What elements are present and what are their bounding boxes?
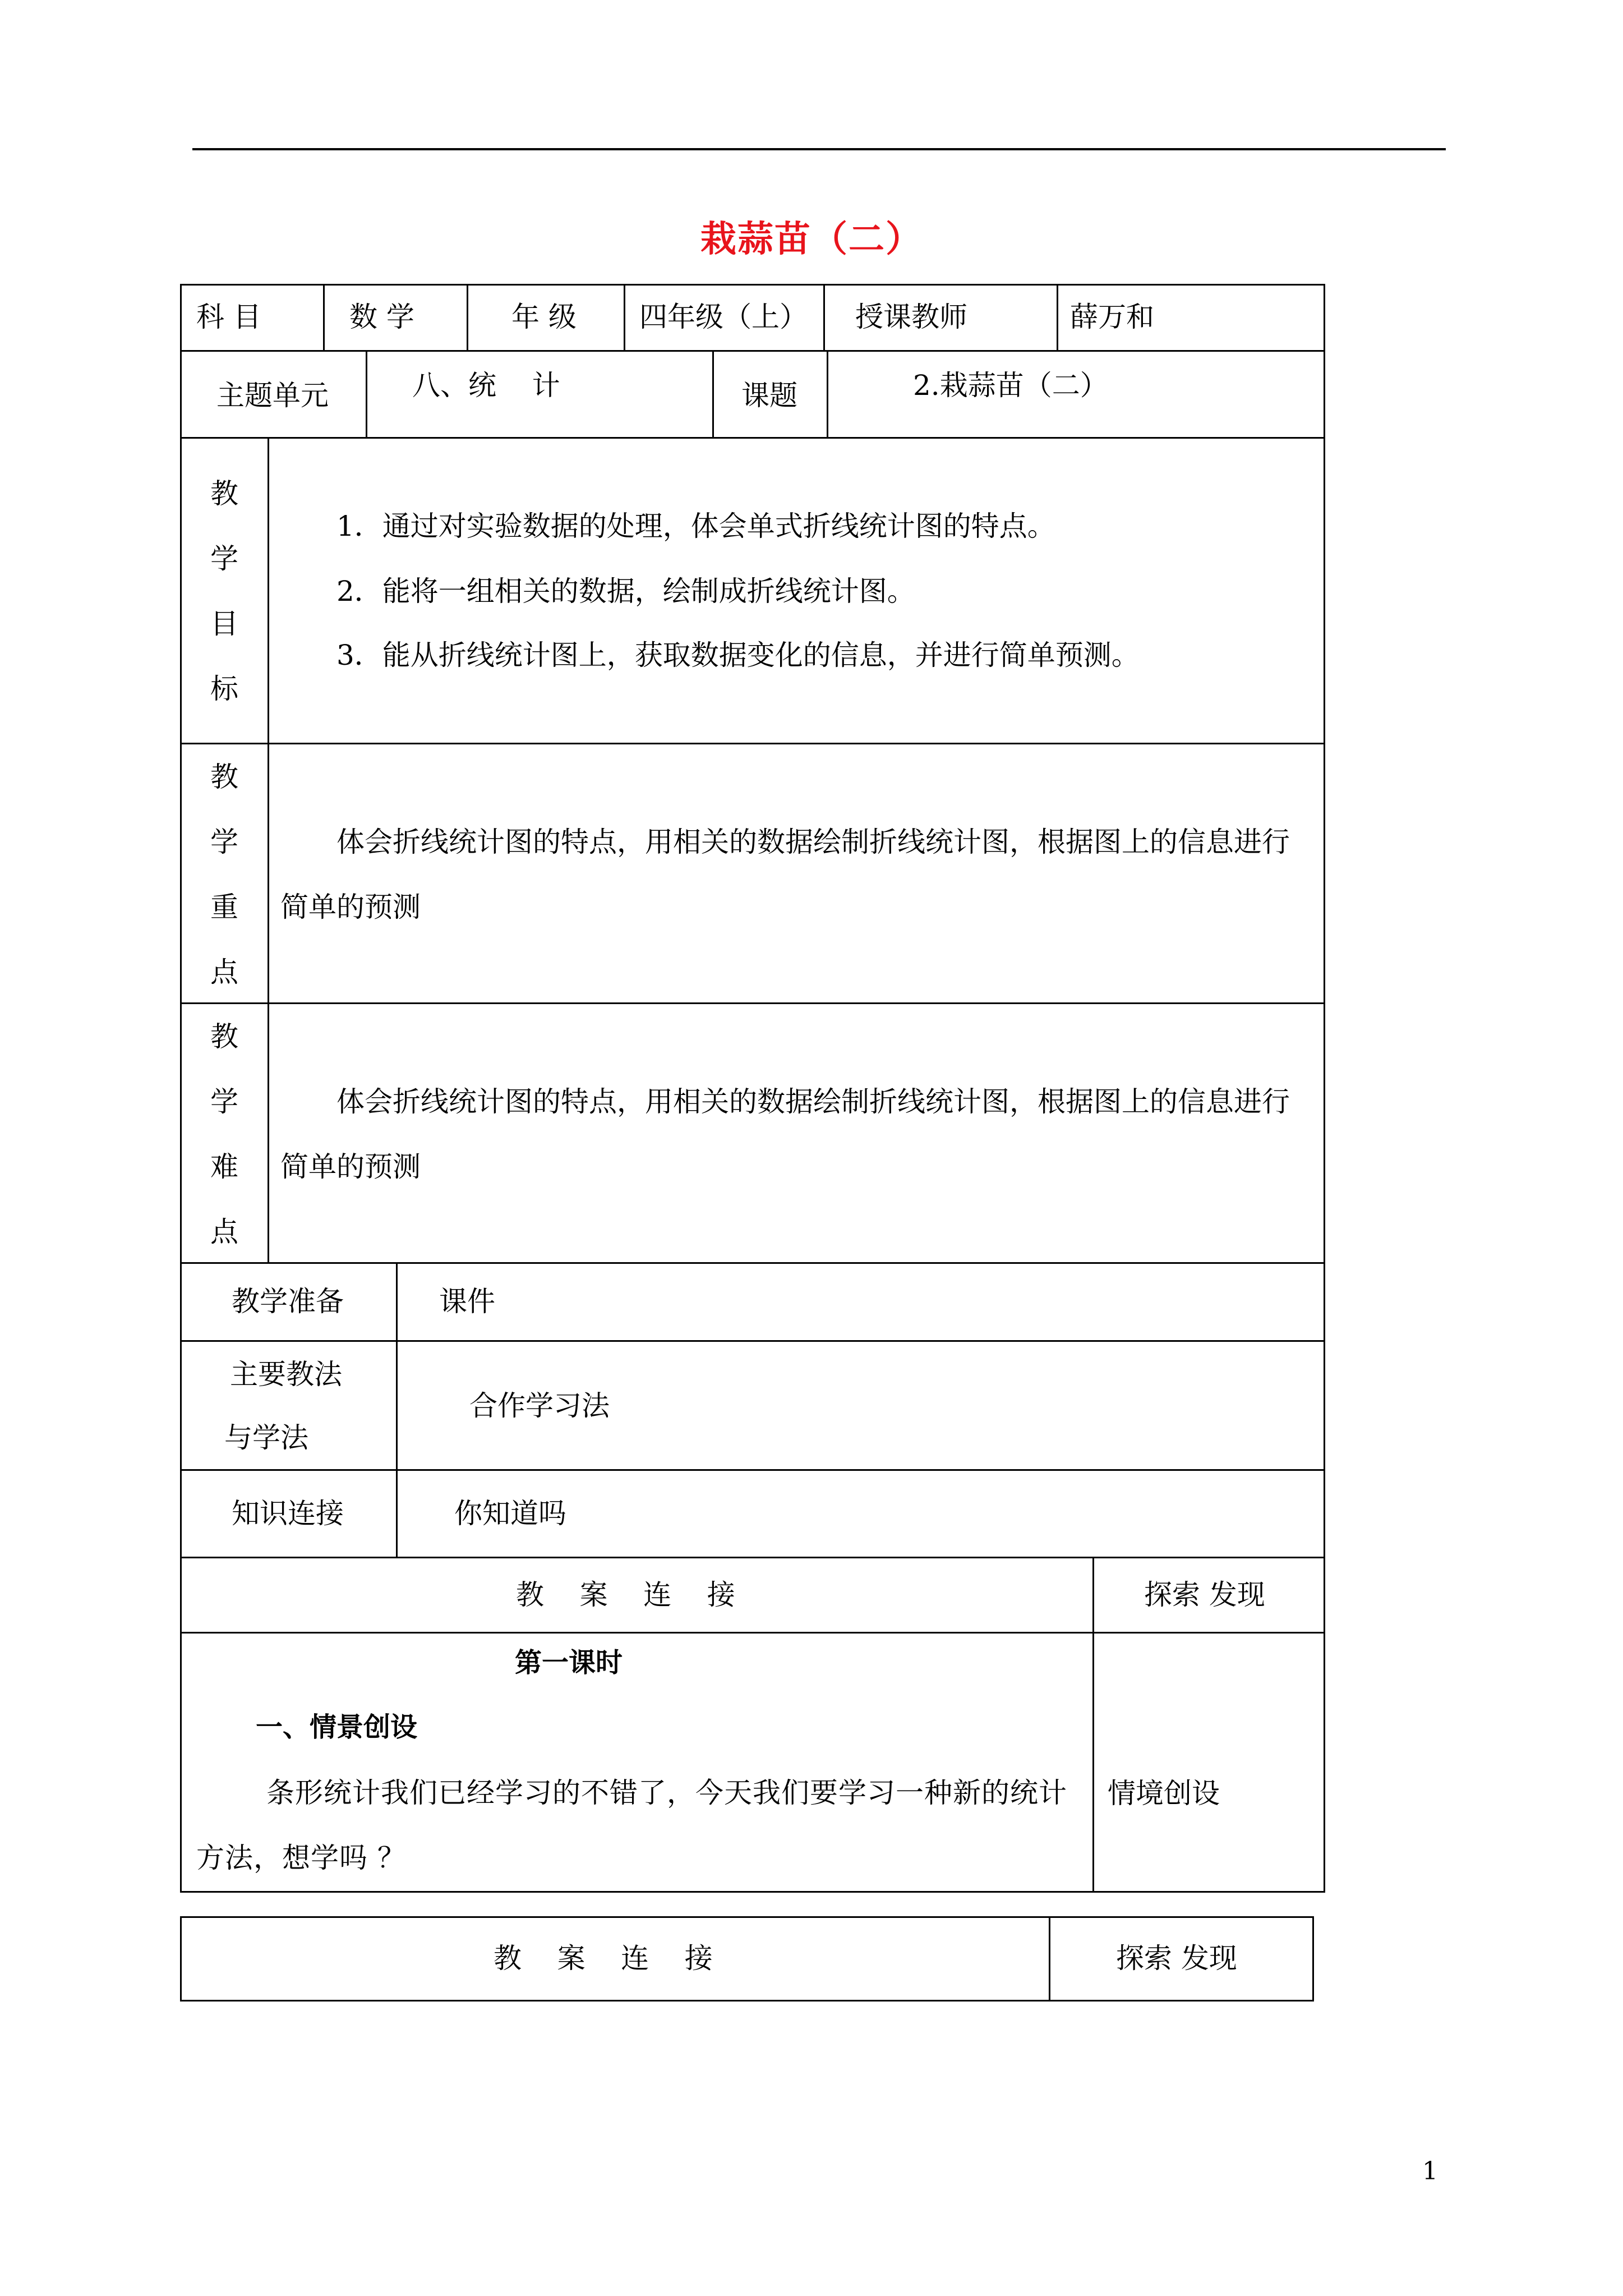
methods-value: 合作学习法 (469, 1389, 610, 1422)
goal-item: 1．通过对实验数据的处理，体会单式折线统计图的特点。 (336, 510, 1055, 542)
methods-label: 与学法 (224, 1421, 308, 1454)
lesson-section: 一、情景创设 (256, 1711, 418, 1743)
header-rule (192, 148, 1446, 150)
plan-header-2-right: 探索 发现 (1116, 1942, 1237, 1975)
difficulties-label: 教 学 难 点 (210, 1020, 238, 1248)
knowledge-label: 知识连接 (232, 1497, 344, 1530)
subject-label: 科 目 (196, 301, 261, 333)
grade-label: 年 级 (511, 301, 577, 333)
methods-label: 主要教法 (230, 1358, 342, 1391)
lesson-paragraph: 条形统计我们已经学习的不错了，今天我们要学习一种新的统计方法，想学吗 ？ (196, 1777, 1067, 1874)
teacher-label: 授课教师 (855, 301, 967, 333)
topic-value: 2.栽蒜苗（二） (913, 369, 1108, 402)
lesson-period: 第一课时 (515, 1647, 623, 1678)
plan-header-left: 教 案 连 接 (516, 1579, 735, 1611)
goal-item: 3．能从折线统计图上，获取数据变化的信息，并进行简单预测。 (336, 639, 1140, 671)
key-points-text: 体会折线统计图的特点，用相关的数据绘制折线统计图，根据图上的信息进行简单的预测 (280, 826, 1290, 923)
plan-header-right: 探索 发现 (1144, 1579, 1265, 1611)
knowledge-value: 你知道吗 (454, 1497, 566, 1530)
grade-value: 四年级（上） (639, 301, 808, 333)
plan-header-2-left: 教 案 连 接 (494, 1942, 713, 1975)
preparation-value: 课件 (439, 1285, 495, 1318)
key-points-label: 教 学 重 点 (210, 761, 238, 988)
document-title: 栽蒜苗（二） (700, 219, 923, 260)
difficulties-text: 体会折线统计图的特点，用相关的数据绘制折线统计图，根据图上的信息进行简单的预测 (280, 1085, 1290, 1183)
goals-label: 教 学 目 标 (210, 477, 238, 705)
teacher-value: 薛万和 (1070, 301, 1154, 333)
lesson-side-note: 情境创设 (1108, 1777, 1220, 1810)
goal-item: 2．能将一组相关的数据，绘制成折线统计图。 (336, 575, 915, 608)
page-number: 1 (1422, 2157, 1438, 2185)
unit-value: 八、统 计 (412, 369, 560, 402)
preparation-label: 教学准备 (232, 1285, 344, 1318)
subject-value: 数 学 (349, 301, 414, 333)
topic-label: 课题 (741, 379, 797, 412)
unit-label: 主题单元 (216, 379, 329, 412)
